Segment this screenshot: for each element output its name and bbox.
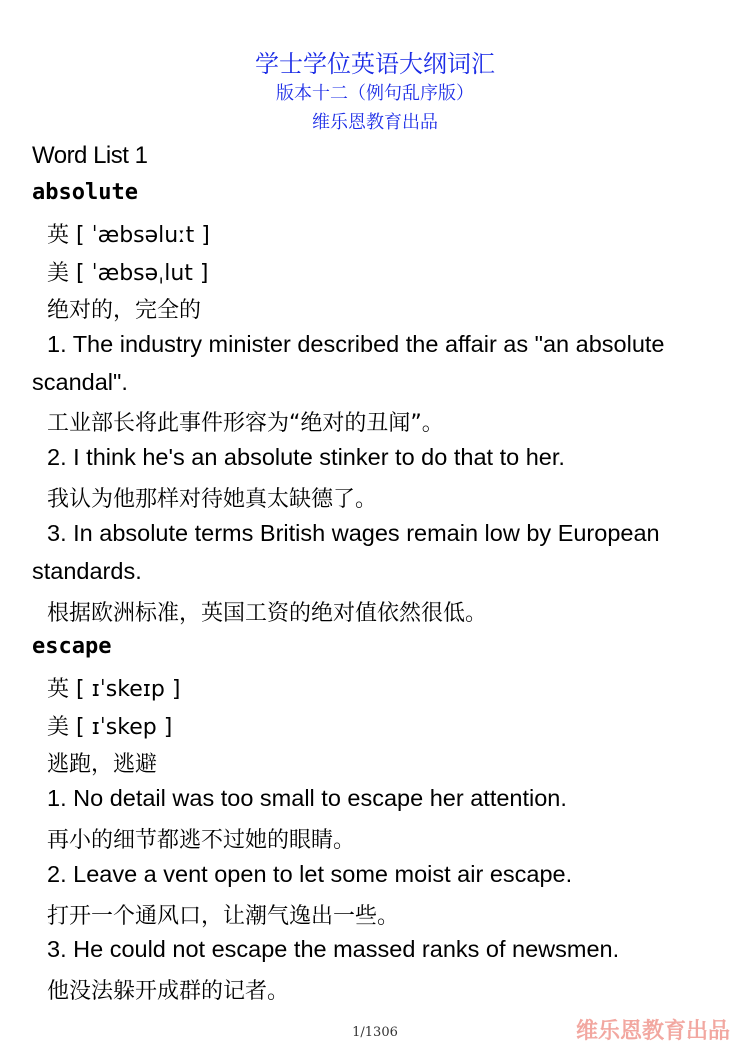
example-translation: 再小的细节都逃不过她的眼睛。 [47,828,356,853]
example-translation: 工业部长将此事件形容为“绝对的丑闻”。 [47,411,444,436]
word-list-title: Word List 1 [32,142,148,169]
document-title: 学士学位英语大纲词汇 [255,50,495,78]
document-subtitle: 版本十二（例句乱序版） [276,83,474,104]
entry-us-phonetic: 美 [ ˈæbsəˌlut ] [47,261,209,286]
example-sentence: 3. He could not escape the massed ranks of newsmen. [47,936,620,962]
example-sentence: 2. I think he's an absolute stinker to do that to her. [47,444,565,470]
watermark-logo: 维乐恩教育出品 [575,1019,730,1044]
example-sentence-continued: scandal". [32,369,128,395]
example-sentence: 1. The industry minister described the affair as "an absolute [47,331,665,357]
entry-word: escape [32,634,112,659]
entry-uk-phonetic: 英 [ ˈæbsəluːt ] [47,223,210,248]
example-translation: 打开一个通风口，让潮气逸出一些。 [47,904,400,929]
example-translation: 他没法躲开成群的记者。 [47,979,290,1004]
entry-word: absolute [32,180,138,205]
entry-uk-phonetic: 英 [ ɪˈskeɪp ] [47,677,181,702]
example-sentence-continued: standards. [32,558,142,584]
example-sentence: 2. Leave a vent open to let some moist air escape. [47,861,573,887]
example-translation: 我认为他那样对待她真太缺德了。 [47,487,378,512]
entry-meaning: 绝对的，完全的 [47,298,202,323]
example-sentence: 1. No detail was too small to escape her attention. [47,785,567,811]
entry-us-phonetic: 美 [ ɪˈskep ] [47,715,173,740]
example-translation: 根据欧洲标准，英国工资的绝对值依然很低。 [47,601,488,626]
publisher-line: 维乐恩教育出品 [312,112,438,133]
example-sentence: 3. In absolute terms British wages remain low by European [47,520,660,546]
entry-meaning: 逃跑，逃避 [47,752,158,777]
page-number: 1/1306 [352,1025,398,1040]
